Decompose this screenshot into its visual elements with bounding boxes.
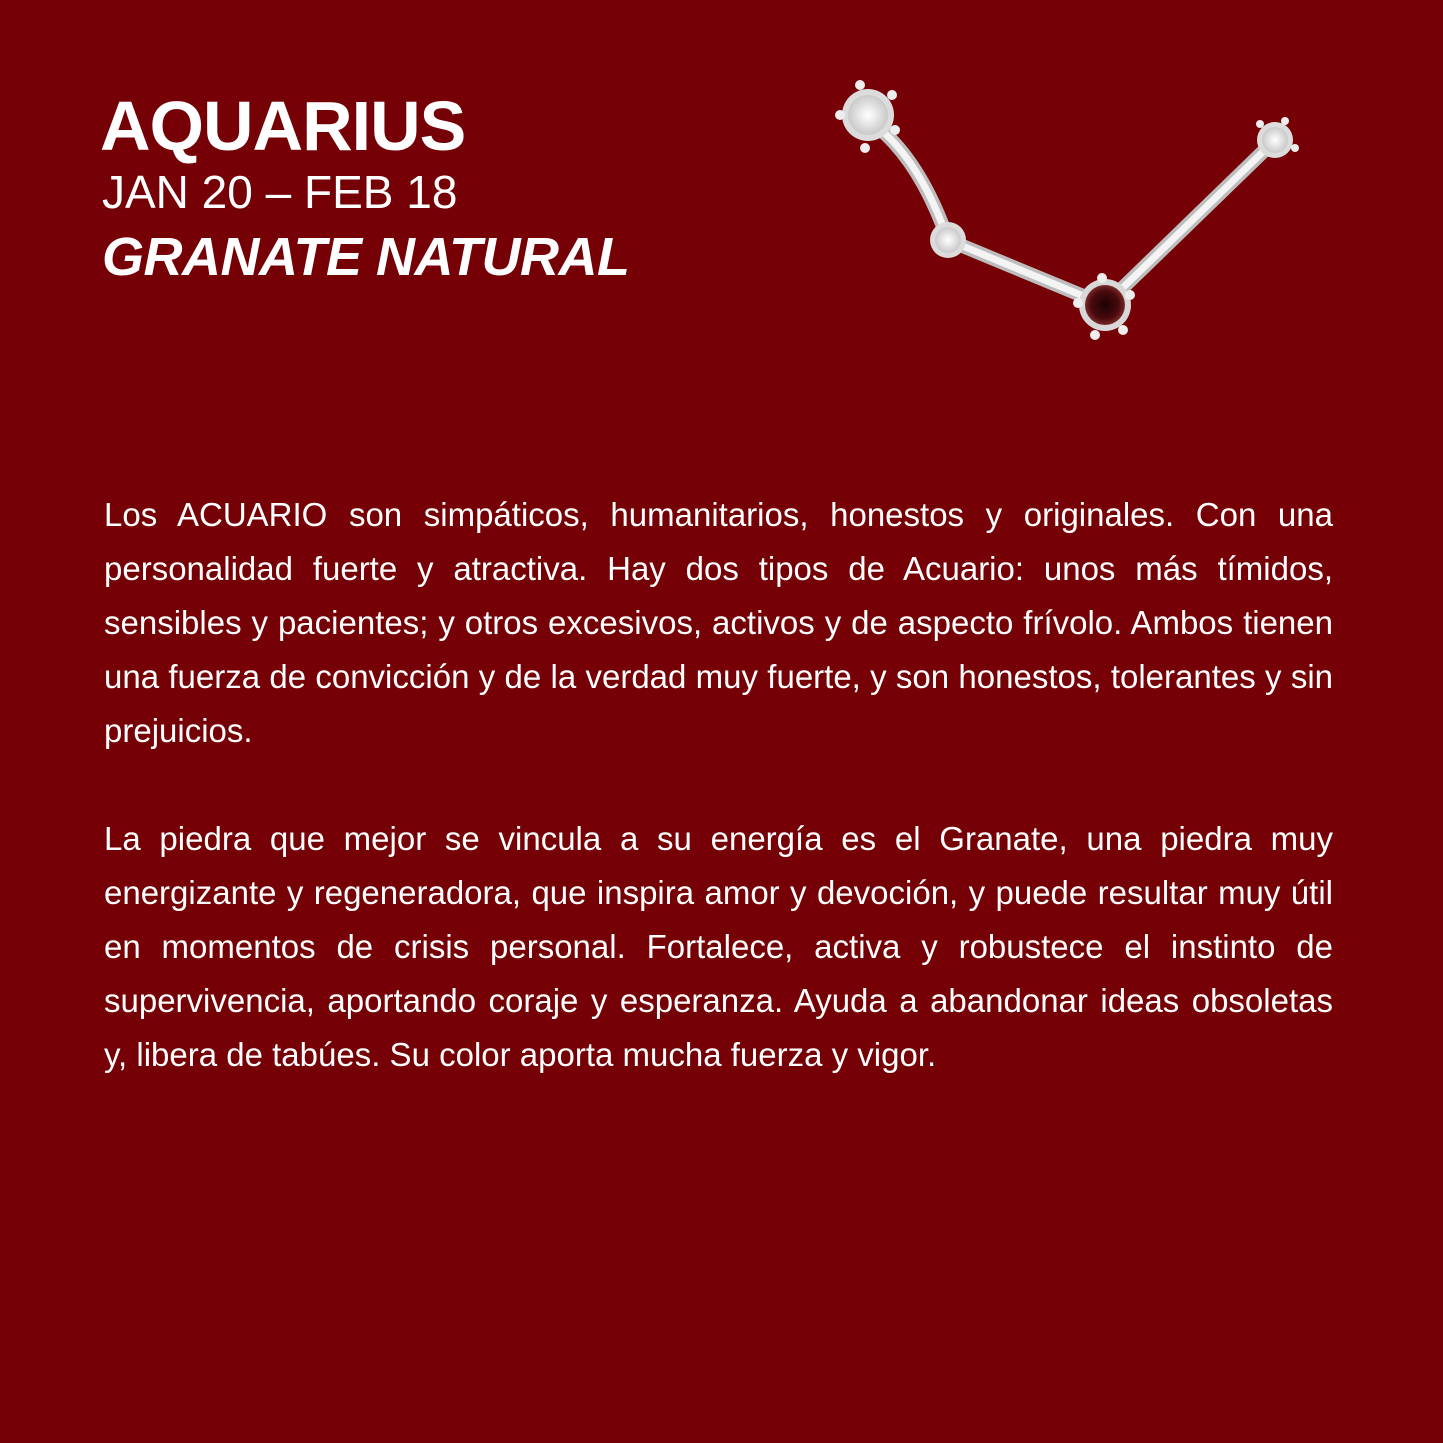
paragraph-stone: La piedra que mejor se vincula a su energía es el Granate, una piedra muy energizante y regeneradora, que inspira amor y devoción, y puede resultar muy útil en momentos de crisis personal. Fortalece, activa y robustece el instinto de supervivencia, aportando coraje y esperanza. Ayuda a abandonar ideas obsoletas y, libera de tabúes. Su color aporta mucha fuerza y vigor.: [104, 820, 1333, 1073]
sign-dates: JAN 20 – FEB 18: [102, 166, 458, 218]
sign-title: AQUARIUS: [100, 87, 466, 165]
paragraph-personality: Los ACUARIO son simpáticos, humanitarios, honestos y originales. Con una personalidad fuerte y atractiva. Hay dos tipos de Acuario: unos más tímidos, sensibles y pacientes; y otros excesivos, activos y de aspecto frívolo. Ambos tienen una fuerza de convicción y de la verdad muy fuerte, y son honestos, tolerantes y sin prejuicios.: [104, 496, 1333, 749]
aquarius-constellation-pendant-icon: [820, 70, 1320, 360]
diamond-small: [930, 222, 966, 258]
stone-name: GRANATE NATURAL: [102, 227, 630, 287]
diamond-small-right: [1256, 117, 1299, 158]
description: [104, 488, 1333, 1136]
bar: [875, 125, 948, 240]
